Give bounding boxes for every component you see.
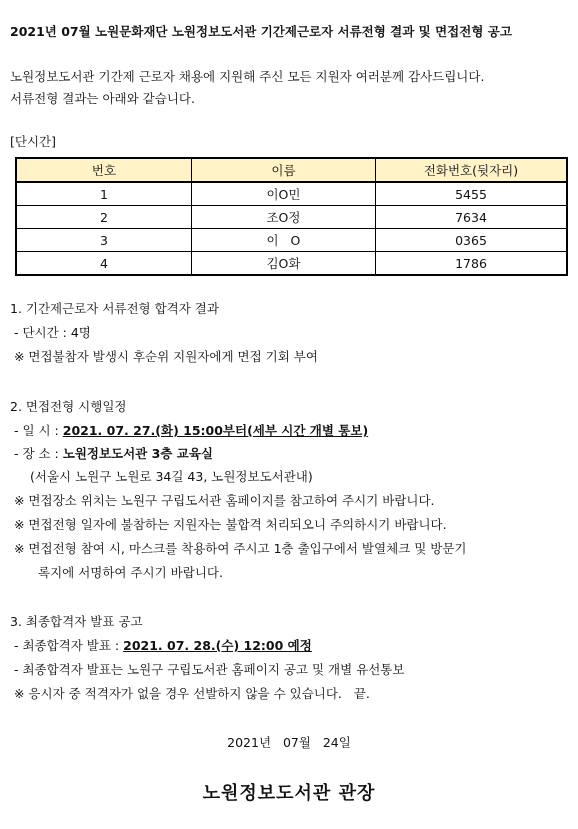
section3-note: ※ 응시자 중 적격자가 없을 경우 선발하지 않을 수 있습니다. 끝. [10,686,370,701]
table-cell-name: 조O정 [191,206,375,229]
intro-line-1: 노원정보도서관 기간제 근로자 채용에 지원해 주신 모든 지원자 여러분께 감사드립니다. [10,69,485,84]
section2-heading: 2. 면접전형 시행일정 [10,399,127,414]
table-row [16,182,567,206]
section1-heading: 1. 기간제근로자 서류전형 합격자 결과 [10,301,219,316]
section2-note-3-line-1: ※ 면접전형 참여 시, 마스크를 착용하여 주시고 1층 출입구에서 발열체크 및 방문기 [10,541,467,556]
section2-note-3-line-2: 록지에 서명하여 주시기 바랍니다. [38,565,223,580]
section1-note: ※ 면접불참자 발생시 후순위 지원자에게 면접 기회 부여 [10,349,318,364]
table-cell-name: 김O화 [191,252,375,276]
table-cell-phone: 1786 [376,252,568,276]
table-cell-name: 이 O [191,229,375,252]
category-label: [단시간] [10,134,56,149]
table-cell-number: 4 [16,252,191,276]
table-cell-number: 2 [16,206,191,229]
table-cell-number: 3 [16,229,191,252]
table-cell-phone: 7634 [376,206,568,229]
table-header-row [16,158,567,182]
section3-announce-row [10,638,312,654]
table-cell-phone: 0365 [376,229,568,252]
document-title: 2021년 07월 노원문화재단 노원정보도서관 기간제근로자 서류전형 결과 및 면접전형 공고 [10,24,512,39]
table-row [16,206,567,229]
section3-heading: 3. 최종합격자 발표 공고 [10,614,143,629]
issuer-signature: 노원정보도서관 관장 [202,783,376,804]
section1-item: - 단시간 : 4명 [10,325,91,340]
section2-note-1: ※ 면접장소 위치는 노원구 구립도서관 홈페이지를 참고하여 주시기 바랍니다. [10,493,435,508]
intro-line-2: 서류전형 결과는 아래와 같습니다. [10,91,195,106]
table-header-number: 번호 [16,158,191,182]
announce-date: 2021. 07. 28.(수) 12:00 예정 [123,638,312,653]
place-prefix: - 장 소 : [10,446,63,461]
interview-date: 2021. 07. 27.(화) 15:00부터(세부 시간 개별 통보) [62,423,369,438]
table-cell-number: 1 [16,182,191,206]
table-row [16,229,567,252]
section2-note-2: ※ 면접전형 일자에 불참하는 지원자는 불합격 처리되오니 주의하시기 바랍니다. [10,517,447,532]
section3-item-2: - 최종합격자 발표는 노원구 구립도서관 홈페이지 공고 및 개별 유선통보 [10,662,405,677]
notice-date: 2021년 07월 24일 [227,735,351,750]
table-row [16,252,567,276]
interview-address: (서울시 노원구 노원로 34길 43, 노원정보도서관내) [30,469,313,484]
interview-place: 노원정보도서관 3층 교육실 [62,446,213,461]
announce-prefix: - 최종합격자 발표 : [10,638,124,653]
section2-place-row [10,446,213,462]
date-prefix: - 일 시 : [10,423,63,438]
table-cell-phone: 5455 [376,182,568,206]
applicant-table [15,157,568,276]
table-cell-name: 이O민 [191,182,375,206]
table-header-phone: 전화번호(뒷자리) [376,158,568,182]
section2-date-row [10,423,368,439]
table-header-name: 이름 [191,158,375,182]
